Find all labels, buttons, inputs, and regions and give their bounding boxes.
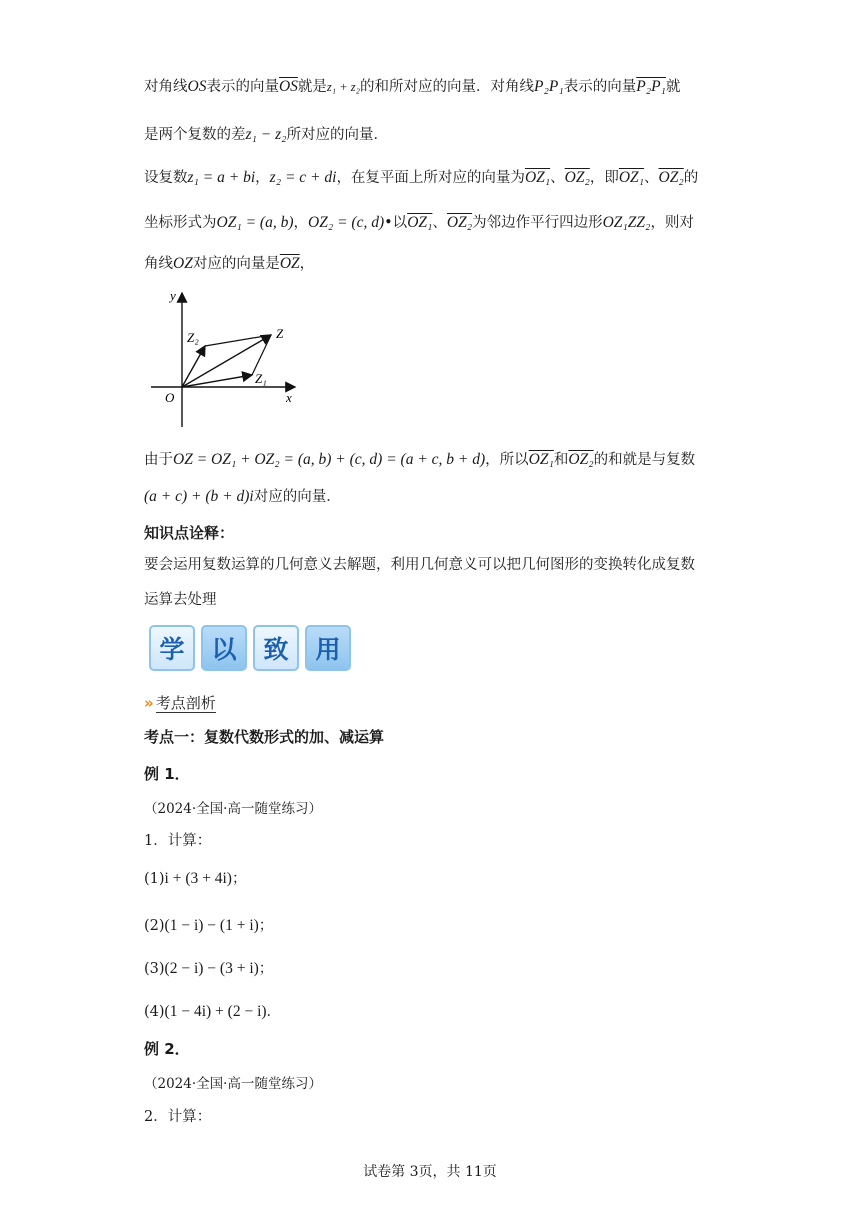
example-1-source: （2024·全国·高一随堂练习） — [144, 801, 322, 817]
text: 、 — [432, 215, 447, 231]
text: 对应的向量是 — [192, 256, 280, 272]
question-2: 2．计算： — [144, 1109, 212, 1125]
vector-oz2: OZ₂ — [568, 451, 594, 468]
text: 和 — [553, 452, 569, 468]
text: ，则对 — [650, 215, 694, 231]
text: 角线 — [144, 256, 173, 272]
double-chevron-icon: » — [144, 694, 150, 712]
para3-line1 — [144, 449, 695, 471]
math-z2: z₂ = c + di — [269, 169, 337, 186]
para2-line2 — [144, 212, 694, 234]
text: ，即 — [589, 170, 619, 186]
math-complex-sum: (a + c) + (b + d)i — [144, 488, 254, 505]
text: 的和所对应的向量．对角线 — [360, 79, 535, 95]
question-1: 1．计算： — [144, 833, 212, 849]
text: 的 — [683, 170, 699, 186]
item-3 — [144, 958, 273, 980]
vector-oz2: OZ₂ — [446, 214, 473, 231]
math-oz1-coord: OZ₁ = (a, b) — [216, 214, 294, 231]
math-parallelogram: OZ₁ZZ₂ — [602, 214, 651, 231]
para2-line1 — [144, 167, 698, 189]
text: 为邻边作平行四边形 — [472, 215, 603, 231]
item-expr: (2 − i) − (3 + i) — [164, 960, 259, 977]
item-expr: i + (3 + 4i) — [164, 870, 232, 887]
para2-line3 — [144, 253, 314, 275]
note-line2: 运算去处理 — [144, 592, 217, 608]
vector-oz1: OZ₁ — [528, 451, 554, 468]
label-z: Z — [276, 326, 284, 341]
text: 、 — [644, 170, 659, 186]
example-2-label: 例 2． — [144, 1040, 190, 1058]
item-expr: (1 − 4i) + (2 − i) — [164, 1003, 267, 1020]
text: 所对应的向量． — [286, 127, 389, 143]
vector-os: $\overline{OS}$ — [278, 78, 298, 95]
banner-char-1: 学 — [149, 625, 195, 671]
label-x: x — [286, 390, 292, 405]
vector-oz2: OZ₂ — [658, 169, 684, 186]
text: 对应的向量． — [253, 489, 341, 505]
para3-line2 — [144, 486, 341, 508]
vector-oz2: OZ₂ — [564, 169, 590, 186]
item-number: (2) — [144, 918, 165, 934]
vector-oz1: OZ₁ — [524, 169, 551, 186]
text: ， — [255, 170, 270, 186]
text: 就 — [665, 79, 681, 95]
math-z1: z₁ = a + bi — [187, 169, 256, 186]
math-sum-equation: OZ = OZ₁ + OZ₂ = (a, b) + (c, d) = (a + c, b + d) — [173, 451, 486, 468]
text: 设复数 — [144, 170, 188, 186]
vector-parallelogram-figure — [145, 285, 305, 430]
label-z1: Z₁ — [255, 371, 267, 386]
example-1-label: 例 1． — [144, 765, 190, 783]
label-o: O — [165, 390, 175, 405]
vector-oz1: OZ₁ — [407, 214, 433, 231]
item-expr: (1 − i) − (1 + i) — [164, 917, 259, 934]
text: 坐标形式为 — [144, 215, 217, 231]
text: ，所以 — [485, 452, 529, 468]
section-heading — [144, 692, 216, 713]
vector-oz: $\overline{OZ}$ — [279, 255, 300, 272]
para1-line1 — [144, 76, 680, 98]
math-oz2-coord: OZ₂ = (c, d) — [308, 214, 385, 231]
item-1 — [144, 868, 246, 890]
item-number: (3) — [144, 961, 165, 977]
section-title: 考点剖析 — [155, 694, 216, 712]
banner-char-4: 用 — [305, 625, 351, 671]
text: 的和就是与复数 — [593, 452, 696, 468]
text: 表示的向量 — [206, 79, 279, 95]
page-footer: 试卷第 3页，共 11页 — [363, 1164, 497, 1180]
text: 、 — [550, 170, 565, 186]
text: •以 — [384, 215, 408, 231]
vector-oz1: OZ₁ — [618, 169, 645, 186]
vector-p2p1: P₂P₁ — [636, 78, 666, 95]
para1-line2 — [144, 124, 388, 146]
math-os: OS — [187, 78, 207, 95]
item-number: (1) — [144, 871, 165, 887]
note-heading: 知识点诠释： — [144, 524, 235, 542]
text: 对角线 — [144, 79, 188, 95]
xue-yi-zhi-yong-banner — [149, 625, 351, 671]
label-z2: Z₂ — [187, 330, 199, 345]
item-number: (4) — [144, 1004, 165, 1020]
text: ； — [258, 961, 274, 977]
text: 表示的向量 — [563, 79, 637, 95]
example-2-source: （2024·全国·高一随堂练习） — [144, 1076, 322, 1092]
text: ， — [299, 256, 315, 272]
note-line1: 要会运用复数运算的几何意义去解题，利用几何意义可以把几何图形的变换转化成复数 — [144, 557, 695, 573]
math-oz: OZ — [173, 255, 193, 272]
item-4 — [144, 1001, 281, 1023]
banner-char-2: 以 — [201, 625, 247, 671]
text: 由于 — [144, 452, 173, 468]
text: ， — [293, 215, 308, 231]
text: 就是 — [297, 79, 327, 95]
text: ； — [231, 871, 247, 887]
math-sum: z₁ + z₂ — [326, 80, 361, 94]
math-diff: z₁ − z₂ — [245, 126, 287, 143]
topic-title: 考点一：复数代数形式的加、减运算 — [144, 728, 385, 746]
text: 是两个复数的差 — [144, 127, 246, 143]
math-p2p1: P₂P₁ — [534, 78, 564, 95]
text: ，在复平面上所对应的向量为 — [336, 170, 525, 186]
text: ； — [258, 918, 274, 934]
text: ． — [266, 1004, 282, 1020]
label-y: y — [170, 288, 176, 303]
banner-char-3: 致 — [253, 625, 299, 671]
item-2 — [144, 915, 273, 937]
